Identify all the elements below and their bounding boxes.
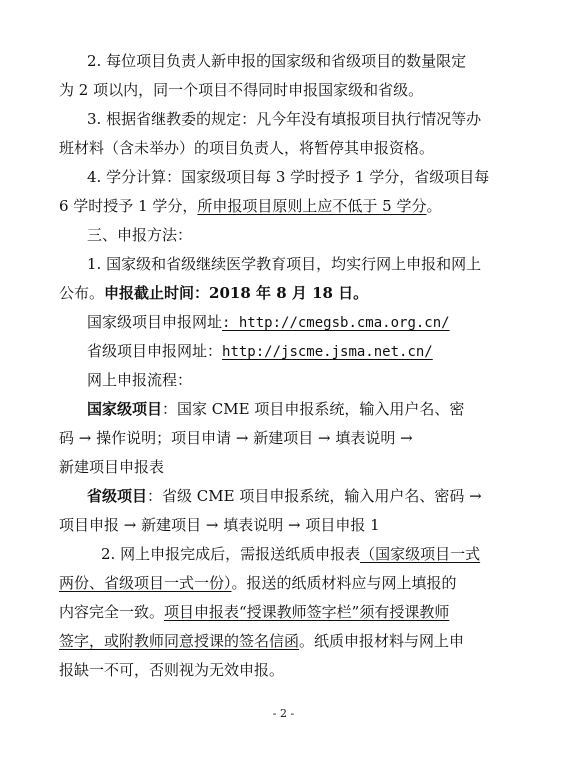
- section-3-title: 三、申报方法：: [87, 226, 193, 244]
- method-2-line-5: 报缺一不可，否则视为无效申报。: [59, 661, 285, 679]
- rule-4-line-1: 4. 学分计算：国家级项目每 3 学时授予 1 学分，省级项目每: [87, 168, 490, 186]
- method-2-text-1: 2. 网上申报完成后，需报送纸质申报表: [101, 545, 361, 563]
- national-url-label: 国家级项目申报网址: [87, 313, 223, 331]
- national-flow-line-3: 新建项目申报表: [59, 458, 165, 476]
- method-1-line-2: [59, 282, 368, 304]
- provincial-url-line: [87, 340, 433, 363]
- method-2-text-2: 。报送的纸质材料应与网上填报的: [231, 574, 457, 592]
- deadline-text: 申报截止时间：2018 年 8 月 18 日。: [104, 284, 369, 302]
- rule-2-line-1: 2. 每位项目负责人新申报的国家级和省级项目的数量限定: [87, 52, 467, 70]
- page-number: - 2 -: [272, 707, 295, 720]
- online-flow-title: 网上申报流程：: [87, 371, 193, 389]
- provincial-flow-line-2: 项目申报 → 新建项目 → 填表说明 → 项目申报 1: [59, 516, 380, 534]
- provincial-url-label: 省级项目申报网址：: [87, 342, 223, 360]
- method-2-line-3: [59, 601, 449, 623]
- rule-3-line-2: 班材料（含未举办）的项目负责人，将暂停其申报资格。: [59, 139, 435, 157]
- method-1-text: 公布。: [59, 284, 105, 302]
- national-url-line: [87, 311, 450, 334]
- national-flow-line-2: 码 → 操作说明；项目申请 → 新建项目 → 填表说明 →: [59, 429, 413, 447]
- signature-note-1: 项目申报表“授课教师签字栏”须有授课教师: [164, 603, 450, 621]
- national-flow-label: 国家级项目: [87, 400, 163, 418]
- provincial-flow-text: ：省级 CME 项目申报系统，输入用户名、密码 →: [147, 487, 482, 505]
- national-flow-line-1: [87, 398, 464, 420]
- method-1-line-1: 1. 国家级和省级继续医学教育项目，均实行网上申报和网上: [87, 255, 482, 273]
- rule-4-line-2: [59, 195, 442, 217]
- national-url-link[interactable]: : http://cmegsb.cma.org.cn/: [222, 315, 450, 331]
- method-2-text-4: 。纸质申报材料与网上申: [299, 632, 465, 650]
- min-credit-note: 所申报项目原则上应不低于 5 学分: [197, 197, 427, 215]
- copies-note-2: 两份、省级项目一式一份）: [59, 574, 232, 592]
- provincial-flow-label: 省级项目: [87, 487, 148, 505]
- rule-2-line-2: 为 2 项以内，同一个项目不得同时申报国家级和省级。: [59, 81, 424, 99]
- method-2-line-2: [59, 572, 457, 594]
- provincial-flow-line-1: [87, 485, 482, 507]
- rule-3-line-1: 3. 根据省继教委的规定：凡今年没有填报项目执行情况等办: [87, 110, 482, 128]
- rule-4-end: 。: [426, 197, 442, 215]
- signature-note-2: 签字，或附教师同意授课的签名信函: [59, 632, 300, 650]
- method-2-text-3: 内容完全一致。: [59, 603, 165, 621]
- method-2-line-1: [101, 543, 480, 565]
- method-2-line-4: [59, 630, 464, 652]
- national-flow-text: ：国家 CME 项目申报系统，输入用户名、密: [162, 400, 465, 418]
- rule-4-text: 6 学时授予 1 学分，: [59, 197, 198, 215]
- provincial-url-link[interactable]: http://jscme.jsma.net.cn/: [222, 344, 433, 360]
- copies-note-1: （国家级项目一式: [360, 545, 481, 563]
